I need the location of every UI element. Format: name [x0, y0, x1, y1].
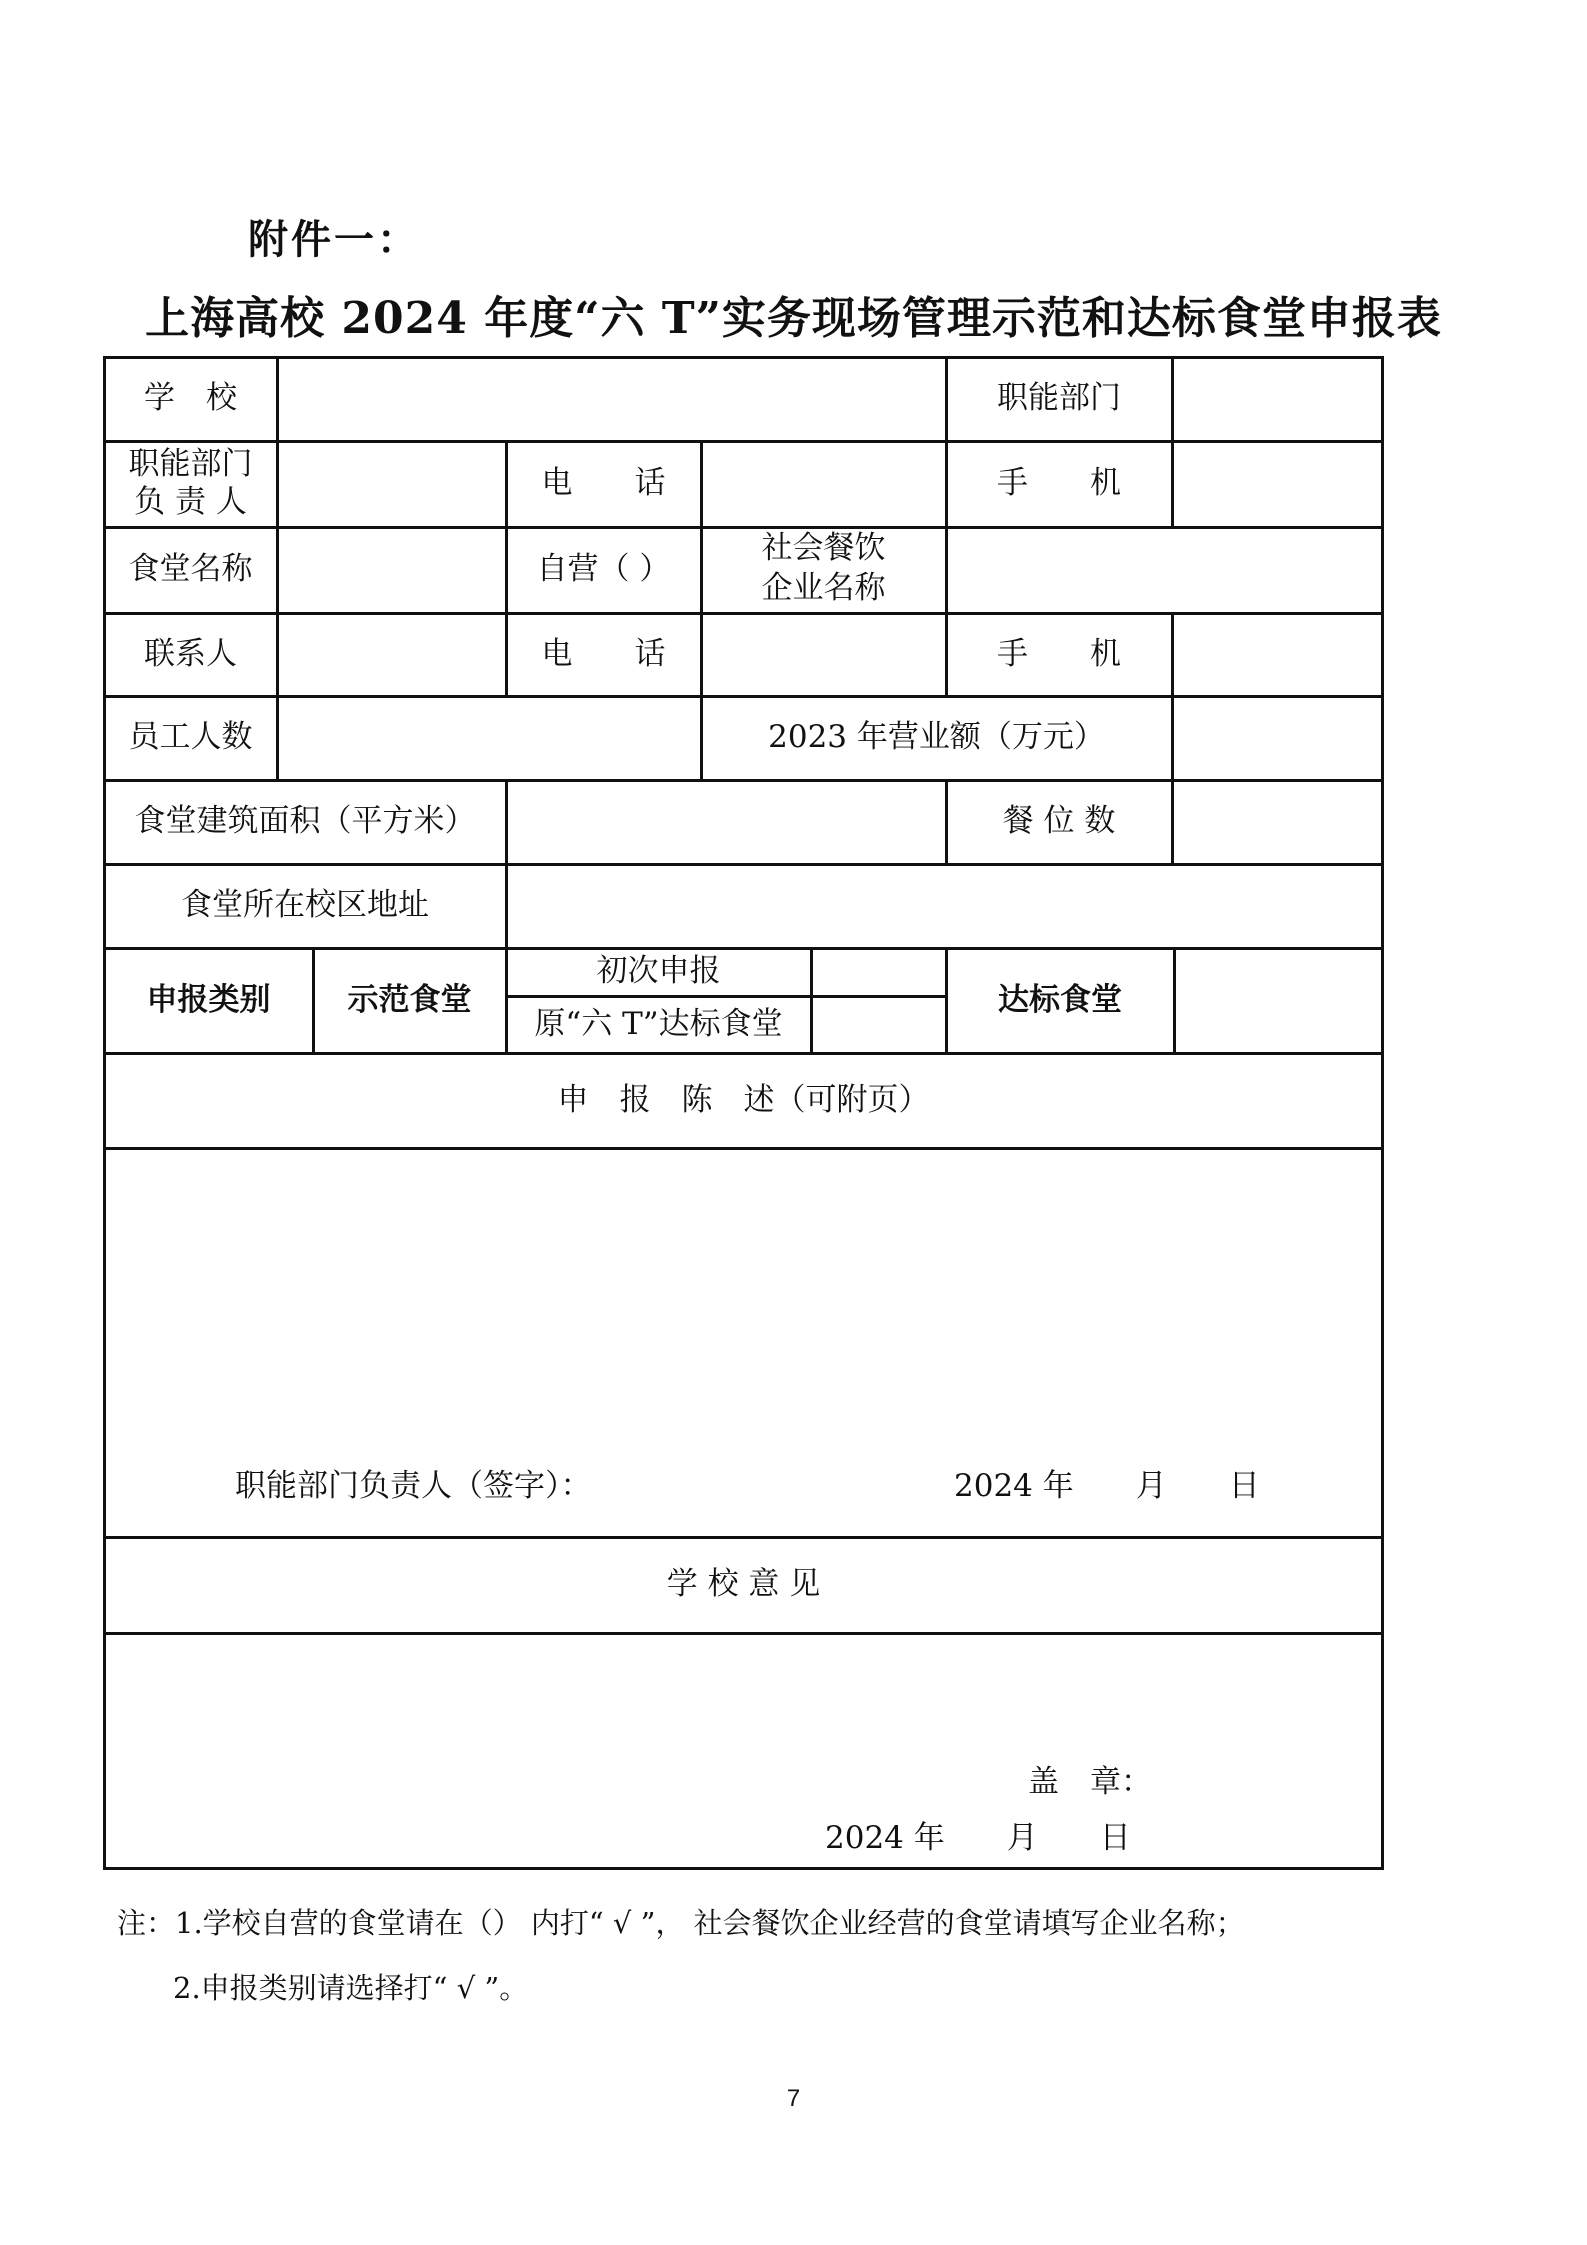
address-label: 食堂所在校区地址	[181, 887, 429, 923]
canteen-name-label: 食堂名称	[128, 551, 253, 587]
form-title: 上海高校 2024 年度“六 T”实务现场管理示范和达标食堂申报表	[145, 293, 1442, 344]
phone-label: 电 话	[541, 465, 666, 501]
area-label: 食堂建筑面积（平方米）	[134, 803, 476, 839]
dept-head-label-line1: 职能部门	[128, 446, 253, 482]
attachment-label: 附件一：	[248, 217, 420, 263]
statement-heading: 申 报 陈 述（可附页）	[557, 1082, 930, 1118]
page-number: 7	[786, 2085, 801, 2112]
contact-label: 联系人	[144, 636, 237, 672]
note-1: 注：1.学校自营的食堂请在（） 内打“ √ ”， 社会餐饮企业经营的食堂请填写企业名称；	[117, 1906, 1245, 1940]
application-form-table	[103, 356, 1384, 1870]
social-catering-label-line1: 社会餐饮	[761, 530, 886, 566]
opinion-date: 2024 年 月 日	[825, 1820, 1131, 1856]
demo-canteen-label: 示范食堂	[347, 982, 472, 1018]
former-standard-label: 原“六 T”达标食堂	[534, 1006, 783, 1042]
school-label: 学 校	[144, 380, 237, 416]
standard-canteen-label: 达标食堂	[998, 982, 1122, 1018]
first-apply-label: 初次申报	[596, 953, 721, 989]
staff-count-label: 员工人数	[128, 719, 253, 755]
dept-label: 职能部门	[997, 380, 1121, 416]
seal-label: 盖 章：	[1028, 1764, 1152, 1800]
statement-date: 2024 年 月 日	[954, 1468, 1260, 1504]
mobile-label: 手 机	[997, 465, 1121, 501]
signature-label: 职能部门负责人（签字）：	[235, 1468, 592, 1504]
school-opinion-heading: 学 校 意 见	[666, 1566, 821, 1602]
social-catering-label-line2: 企业名称	[761, 570, 886, 606]
category-label: 申报类别	[146, 982, 271, 1018]
seats-label: 餐 位 数	[1002, 803, 1116, 839]
dept-head-label-line2: 负 责 人	[134, 484, 247, 520]
note-2: 2.申报类别请选择打“ √ ”。	[173, 1971, 529, 2005]
mobile-label-2: 手 机	[997, 636, 1121, 672]
phone-label-2: 电 话	[541, 636, 666, 672]
revenue-label: 2023 年营业额（万元）	[768, 719, 1105, 755]
self-run-label: 自营（ ）	[536, 551, 671, 587]
